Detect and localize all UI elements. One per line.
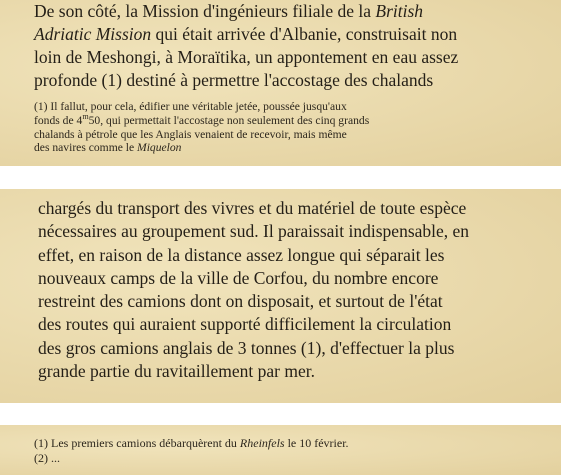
text-segment: profonde (1) destiné à permettre l'accostage des chalands: [34, 70, 434, 90]
text-segment: des navires comme le: [34, 141, 138, 155]
text-line: [38, 313, 469, 336]
superscript-text: m: [82, 111, 89, 121]
footnote: [34, 436, 349, 466]
page-fragment-top: [0, 0, 561, 166]
page-fragment-middle: [0, 189, 561, 403]
text-segment: chalands à pétrole que les Anglais venaient de recevoir, mais même: [34, 127, 347, 141]
text-segment: grande partie du ravitaillement par mer.: [38, 361, 315, 382]
text-line: [38, 290, 469, 313]
text-segment: qui était arrivée d'Albanie, construisait non: [151, 24, 458, 44]
text-segment: effet, en raison de la distance assez longue qui séparait les: [38, 244, 445, 265]
text-line: [34, 0, 458, 23]
page-fragment-bottom: [0, 425, 561, 475]
text-line: [38, 197, 469, 220]
text-segment: fonds de 4: [34, 113, 83, 127]
text-segment: nouveaux camps de la ville de Corfou, du nombre encore: [38, 267, 439, 288]
text-segment: (1) Les premiers camions débarquèrent du: [34, 436, 240, 450]
text-segment: De son côté, la Mission d'ingénieurs filiale de la: [34, 1, 376, 21]
italic-text: Adriatic Mission: [34, 24, 152, 44]
text-segment: restreint des camions dont on disposait, et surtout de l'état: [38, 291, 443, 312]
footnote-line: [34, 128, 369, 142]
text-segment: chargés du transport des vivres et du matériel de toute espèce: [38, 198, 467, 218]
text-line: [38, 220, 469, 243]
text-segment: 50, qui permettait l'accostage non seulement des cinq grands: [88, 113, 370, 127]
italic-text: Miquelon: [137, 141, 182, 155]
text-segment: loin de Meshongi, à Moraïtika, un appontement en eau assez: [34, 47, 459, 67]
text-line: [34, 69, 458, 92]
text-segment: (2) ...: [34, 451, 60, 465]
italic-text: British: [375, 1, 424, 21]
footnote: [34, 100, 369, 155]
text-segment: des routes qui auraient supporté difficilement la circulation: [38, 314, 452, 335]
text-line: [38, 337, 469, 360]
text-segment: le 10 février.: [284, 436, 349, 450]
footnote-line: [34, 436, 349, 451]
text-line: [38, 267, 469, 290]
text-segment: (1) Il fallut, pour cela, édifier une véritable jetée, poussée jusqu'aux: [34, 100, 347, 113]
text-line: [34, 23, 458, 46]
footnote-line: [34, 451, 349, 466]
text-segment: des gros camions anglais de 3 tonnes (1), d'effectuer la plus: [38, 337, 455, 358]
text-line: [34, 46, 458, 69]
text-line: [38, 360, 469, 383]
main-paragraph-continued: [38, 197, 469, 383]
text-segment: nécessaires au groupement sud. Il paraissait indispensable, en: [38, 221, 470, 242]
main-paragraph: [34, 0, 458, 92]
footnote-line: [34, 111, 370, 128]
footnote-line: [34, 141, 369, 155]
text-line: [38, 244, 469, 267]
italic-text: Rheinfels: [239, 436, 285, 450]
